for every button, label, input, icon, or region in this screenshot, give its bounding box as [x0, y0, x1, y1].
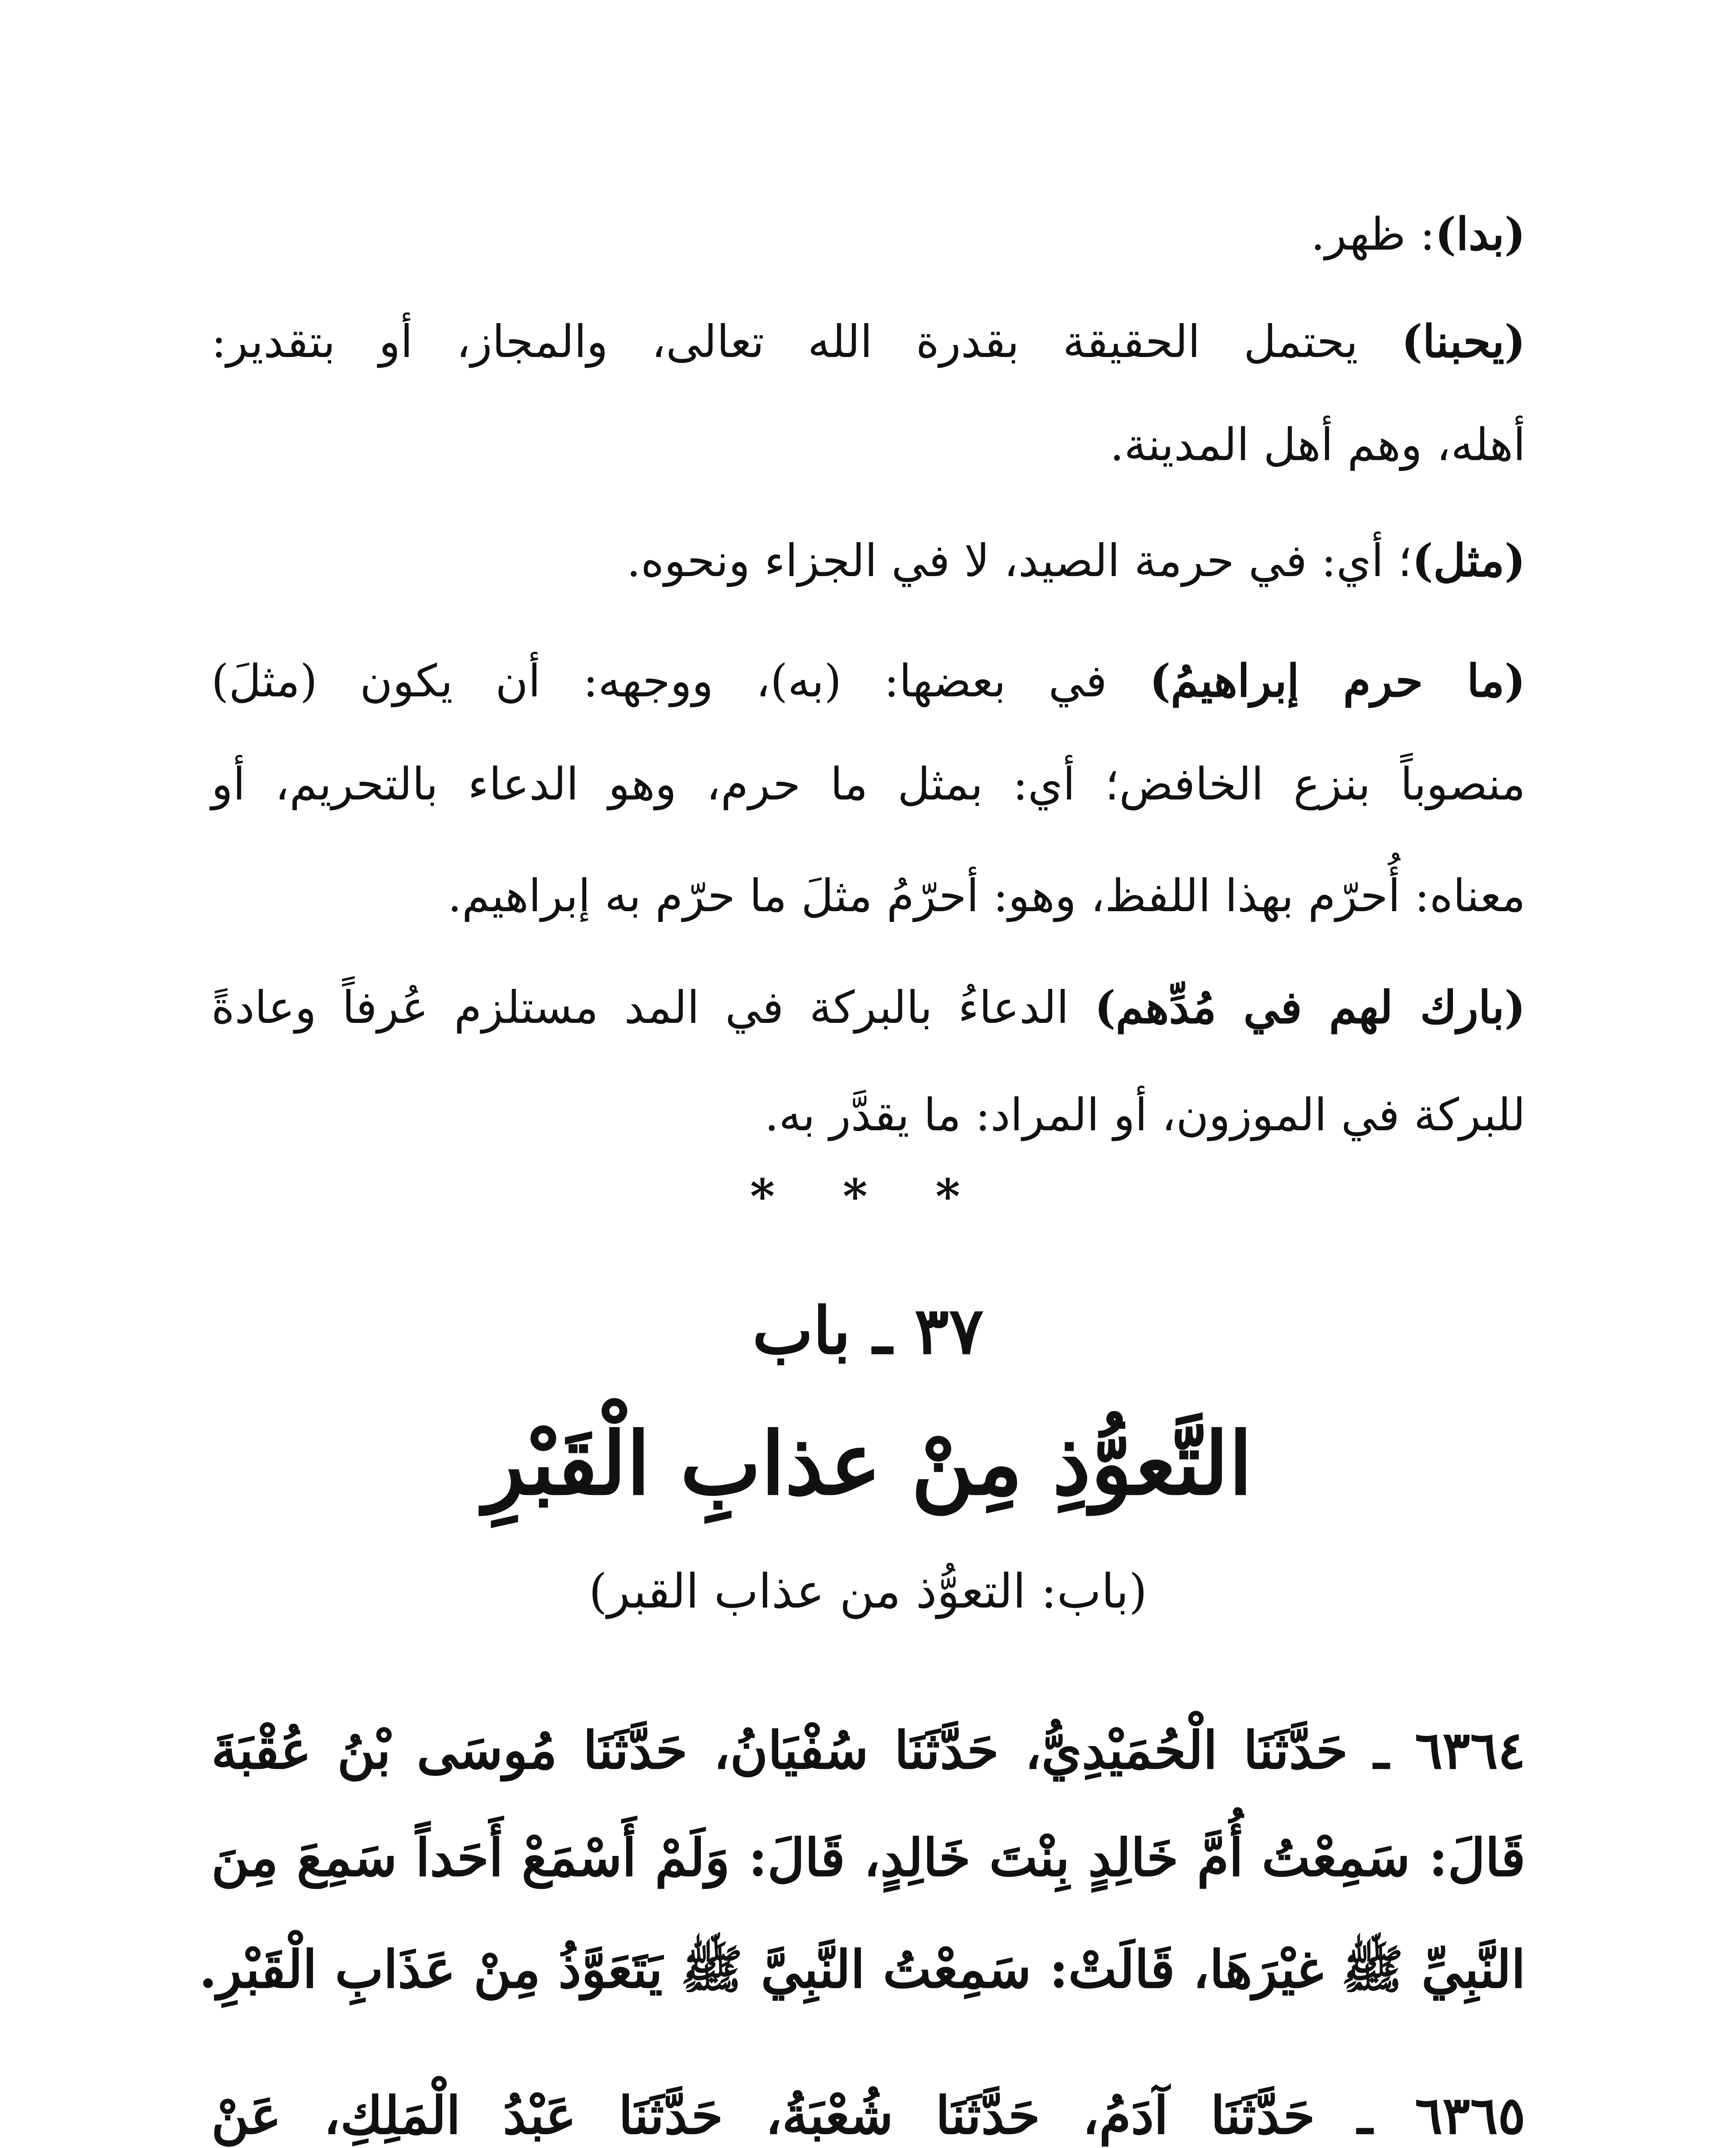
commentary-text: ؛ أي: في حرمة الصيد، لا في الجزاء ونحوه.	[626, 534, 1412, 587]
commentary-line-6	[211, 752, 1526, 816]
commentary-text: معناه: أُحرّم بهذا اللفظ، وهو: أحرّمُ مثلَ ما حرّم به إبراهيم.	[448, 870, 1526, 922]
commentary-term: (يحبنا)	[1401, 315, 1526, 368]
commentary-text: للبركة في الموزون، أو المراد: ما يقدَّر به.	[764, 1089, 1526, 1141]
section-separator: * * *	[750, 1169, 986, 1224]
commentary-line-9	[211, 1083, 1526, 1147]
hadith-line-3: النَّبِيِّ ﷺ غيْرَهَا، قَالَتْ: سَمِعْتُ النَّبِيَّ ﷺ يَتَعَوَّذُ مِنْ عَذَابِ الْقَبْرِ.	[199, 1939, 1526, 2000]
commentary-line-2	[211, 309, 1526, 374]
commentary-text: الدعاءُ بالبركة في المد مستلزم عُرفاً وعادةً	[211, 981, 1095, 1034]
commentary-term: (مثل)	[1412, 534, 1526, 587]
commentary-term: (بارك لهم في مُدِّهم)	[1094, 981, 1526, 1034]
chapter-number: ٣٧ ـ باب	[752, 1293, 984, 1369]
chapter-subtitle: (باب: التعوُّذ من عذاب القبر)	[588, 1564, 1148, 1619]
hadith-line-4: ٦٣٦٥ ـ حَدَّثَنَا آدَمُ، حَدَّثَنَا شُعْبَةُ، حَدَّثَنَا عَبْدُ الْمَلِكِ، عَنْ	[211, 2085, 1526, 2146]
commentary-line-7	[211, 863, 1526, 928]
commentary-term: (ما حرم إبراهيمُ)	[1149, 654, 1526, 707]
hadith-line-2: قَالَ: سَمِعْتُ أُمَّ خَالِدٍ بِنْتَ خَالِدٍ، قَالَ: وَلَمْ أَسْمَعْ أَحَداً سَمِعَ مِنَ	[211, 1828, 1526, 1888]
chapter-title: التَّعوُّذِ مِنْ عذابِ الْقَبْرِ	[483, 1413, 1253, 1514]
commentary-line-5	[211, 649, 1526, 713]
commentary-text: منصوباً بنزع الخافض؛ أي: بمثل ما حرم، وهو الدعاء بالتحريم، أو	[211, 758, 1526, 810]
hadith-line-1: ٦٣٦٤ ـ حَدَّثَنَا الْحُمَيْدِيُّ، حَدَّثَنَا سُفْيَانُ، حَدَّثَنَا مُوسَى بْنُ عُقْبَةَ	[211, 1720, 1526, 1781]
commentary-text: : ظهر.	[1310, 208, 1435, 260]
commentary-text: أهله، وهم أهل المدينة.	[1110, 418, 1526, 471]
commentary-text: يحتمل الحقيقة بقدرة الله تعالى، والمجاز، أو بتقدير:	[211, 315, 1402, 368]
commentary-line-8	[211, 975, 1526, 1040]
commentary-line-1	[211, 202, 1526, 266]
commentary-line-3	[211, 412, 1526, 477]
commentary-term: (بدا)	[1435, 207, 1526, 260]
commentary-line-4	[211, 528, 1526, 593]
commentary-text: في بعضها: (به)، ووجهه: أن يكون (مثلَ)	[211, 655, 1150, 707]
